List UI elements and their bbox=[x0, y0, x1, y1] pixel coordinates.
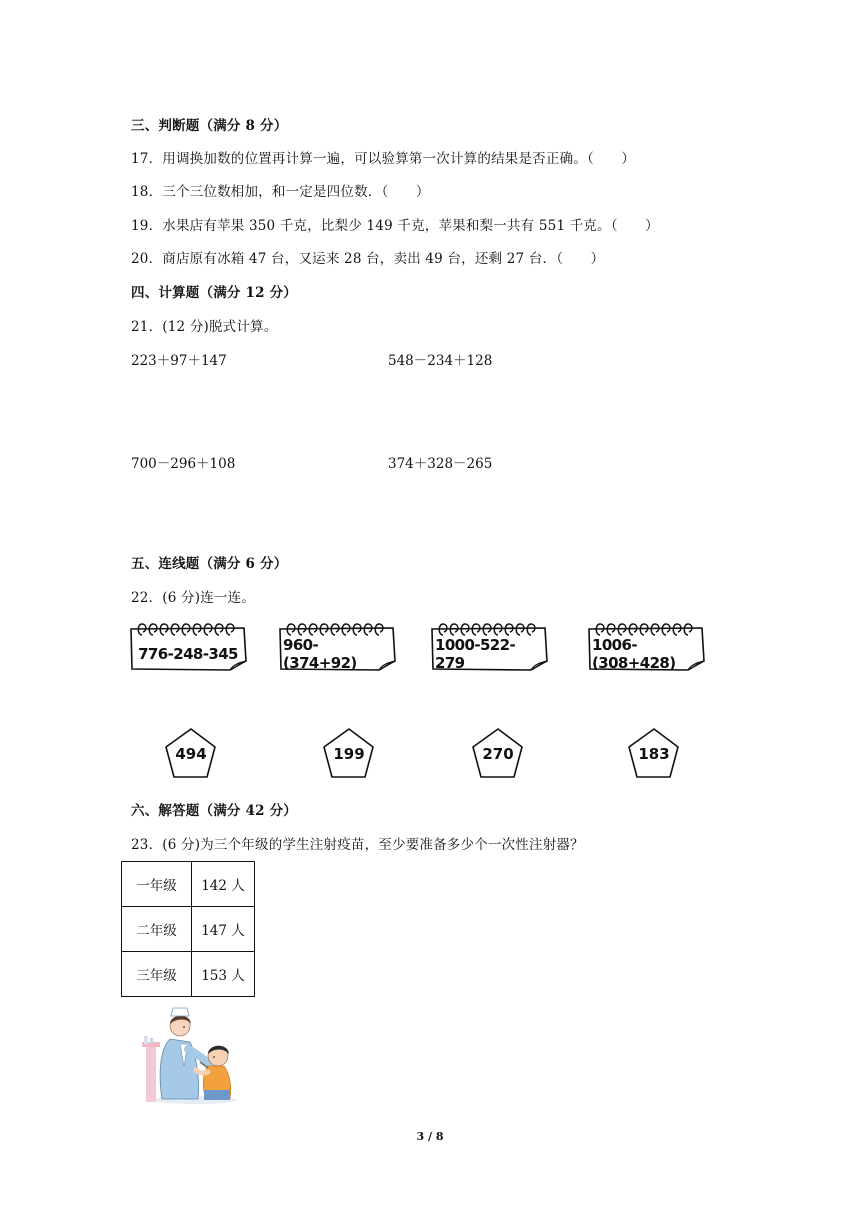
table-row bbox=[122, 952, 255, 997]
grade-count-table bbox=[121, 861, 255, 997]
question-20: 20．商店原有冰箱 47 台，又运来 28 台，卖出 49 台，还剩 27 台．（ ） bbox=[131, 251, 605, 267]
calc-expression-2: 548－234＋128 bbox=[388, 353, 493, 369]
section-3-heading: 三、判断题（满分 8 分） bbox=[131, 118, 288, 134]
answer-badge-4[interactable] bbox=[627, 727, 681, 781]
expression-card-text: 1006-(308+428) bbox=[592, 636, 676, 672]
grade-cell: 二年级 bbox=[122, 907, 192, 952]
grade-cell: 三年级 bbox=[122, 952, 192, 997]
page-number: 3 / 8 bbox=[416, 1130, 444, 1143]
calc-expression-1: 223＋97＋147 bbox=[131, 353, 227, 369]
answer-badge-1[interactable] bbox=[164, 727, 218, 781]
section-5-heading: 五、连线题（满分 6 分） bbox=[131, 556, 288, 572]
answer-badge-value: 199 bbox=[333, 745, 365, 763]
section-4-heading: 四、计算题（满分 12 分） bbox=[131, 285, 297, 301]
question-17: 17．用调换加数的位置再计算一遍，可以验算第一次计算的结果是否正确。（ ） bbox=[131, 151, 636, 167]
answer-badge-3[interactable] bbox=[471, 727, 525, 781]
answer-badge-value: 183 bbox=[638, 745, 670, 763]
answer-badge-2[interactable] bbox=[322, 727, 376, 781]
count-cell: 153 人 bbox=[192, 952, 255, 997]
question-21: 21．(12 分)脱式计算。 bbox=[131, 319, 278, 335]
expression-card-text: 1000-522-279 bbox=[435, 636, 516, 672]
question-19: 19．水果店有苹果 350 千克，比梨少 149 千克，苹果和梨一共有 551 千克。（ ） bbox=[131, 218, 659, 234]
expression-card-text: 960-(374+92) bbox=[283, 636, 357, 672]
section-6-heading: 六、解答题（满分 42 分） bbox=[131, 803, 297, 819]
count-cell: 142 人 bbox=[192, 862, 255, 907]
answer-badge-value: 270 bbox=[482, 745, 514, 763]
count-cell: 147 人 bbox=[192, 907, 255, 952]
table-row bbox=[122, 862, 255, 907]
expression-card-3[interactable] bbox=[431, 621, 549, 671]
calc-expression-4: 374＋328－265 bbox=[388, 456, 493, 472]
expression-card-text: 776-248-345 bbox=[138, 645, 238, 663]
expression-card-1[interactable] bbox=[130, 621, 248, 671]
question-23: 23．(6 分)为三个年级的学生注射疫苗，至少要准备多少个一次性注射器？ bbox=[131, 837, 584, 853]
question-18: 18．三个三位数相加，和一定是四位数．（ ） bbox=[131, 184, 430, 200]
nurse-vaccination-illustration bbox=[140, 1004, 240, 1104]
expression-card-4[interactable] bbox=[588, 621, 706, 671]
table-row bbox=[122, 907, 255, 952]
answer-badge-value: 494 bbox=[175, 745, 207, 763]
expression-card-2[interactable] bbox=[279, 621, 397, 671]
question-22: 22．(6 分)连一连。 bbox=[131, 590, 255, 606]
grade-cell: 一年级 bbox=[122, 862, 192, 907]
calc-expression-3: 700－296＋108 bbox=[131, 456, 236, 472]
